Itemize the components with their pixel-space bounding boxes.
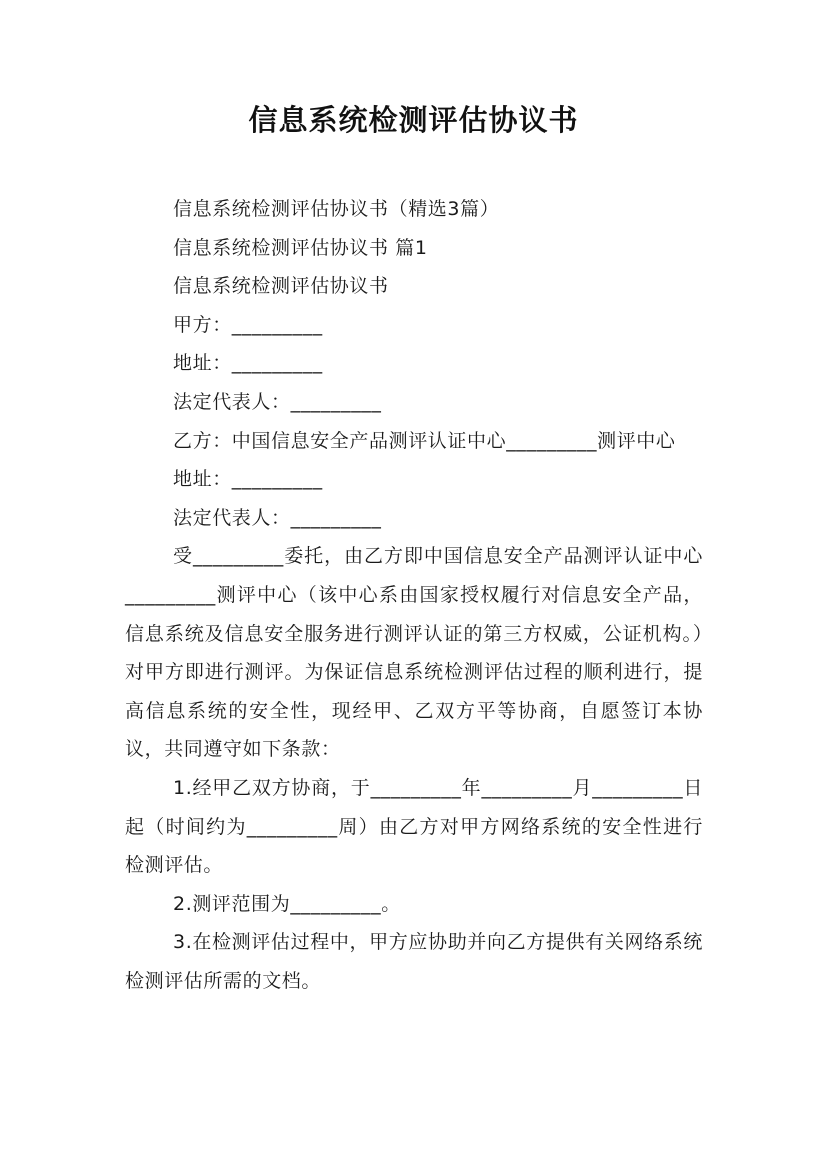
paragraph-preamble: 受_________委托，由乙方即中国信息安全产品测评认证中心_________测评中心（该中心系由国家授权履行对信息安全产品，信息系统及信息安全服务进行测评认证的第三方权威，公证机构。）对甲方即进行测评。为保证信息系统检测评估过程的顺利进行，提高信息系统的安全性，现经甲、乙双方平等协商，自愿签订本协议，共同遵守如下条款： (125, 545, 703, 761)
paragraph-agreement-name: 信息系统检测评估协议书 (173, 275, 389, 298)
paragraph-subtitle: 信息系统检测评估协议书（精选3篇） (173, 198, 500, 220)
party-a-field: 甲方：_________ (173, 313, 323, 336)
clause-3: 3.在检测评估过程中，甲方应协助并向乙方提供有关网络系统检测评估所需的文档。 (125, 931, 703, 992)
party-b-address-field: 地址：_________ (173, 468, 323, 491)
document-body (125, 190, 703, 1000)
party-b-representative-field: 法定代表人：_________ (173, 506, 382, 529)
party-b-field: 乙方：中国信息安全产品测评认证中心_________测评中心 (173, 429, 676, 452)
clause-1: 1.经甲乙双方协商，于_________年_________月_________日起（时间约为_________周）由乙方对甲方网络系统的安全性进行检测评估。 (125, 776, 703, 877)
document-title: 信息系统检测评估协议书 (248, 103, 579, 137)
paragraph-part-heading: 信息系统检测评估协议书 篇1 (173, 236, 428, 259)
party-a-representative-field: 法定代表人：_________ (173, 390, 382, 413)
clause-2: 2.测评范围为_________。 (173, 892, 401, 915)
party-a-address-field: 地址：_________ (173, 352, 323, 375)
